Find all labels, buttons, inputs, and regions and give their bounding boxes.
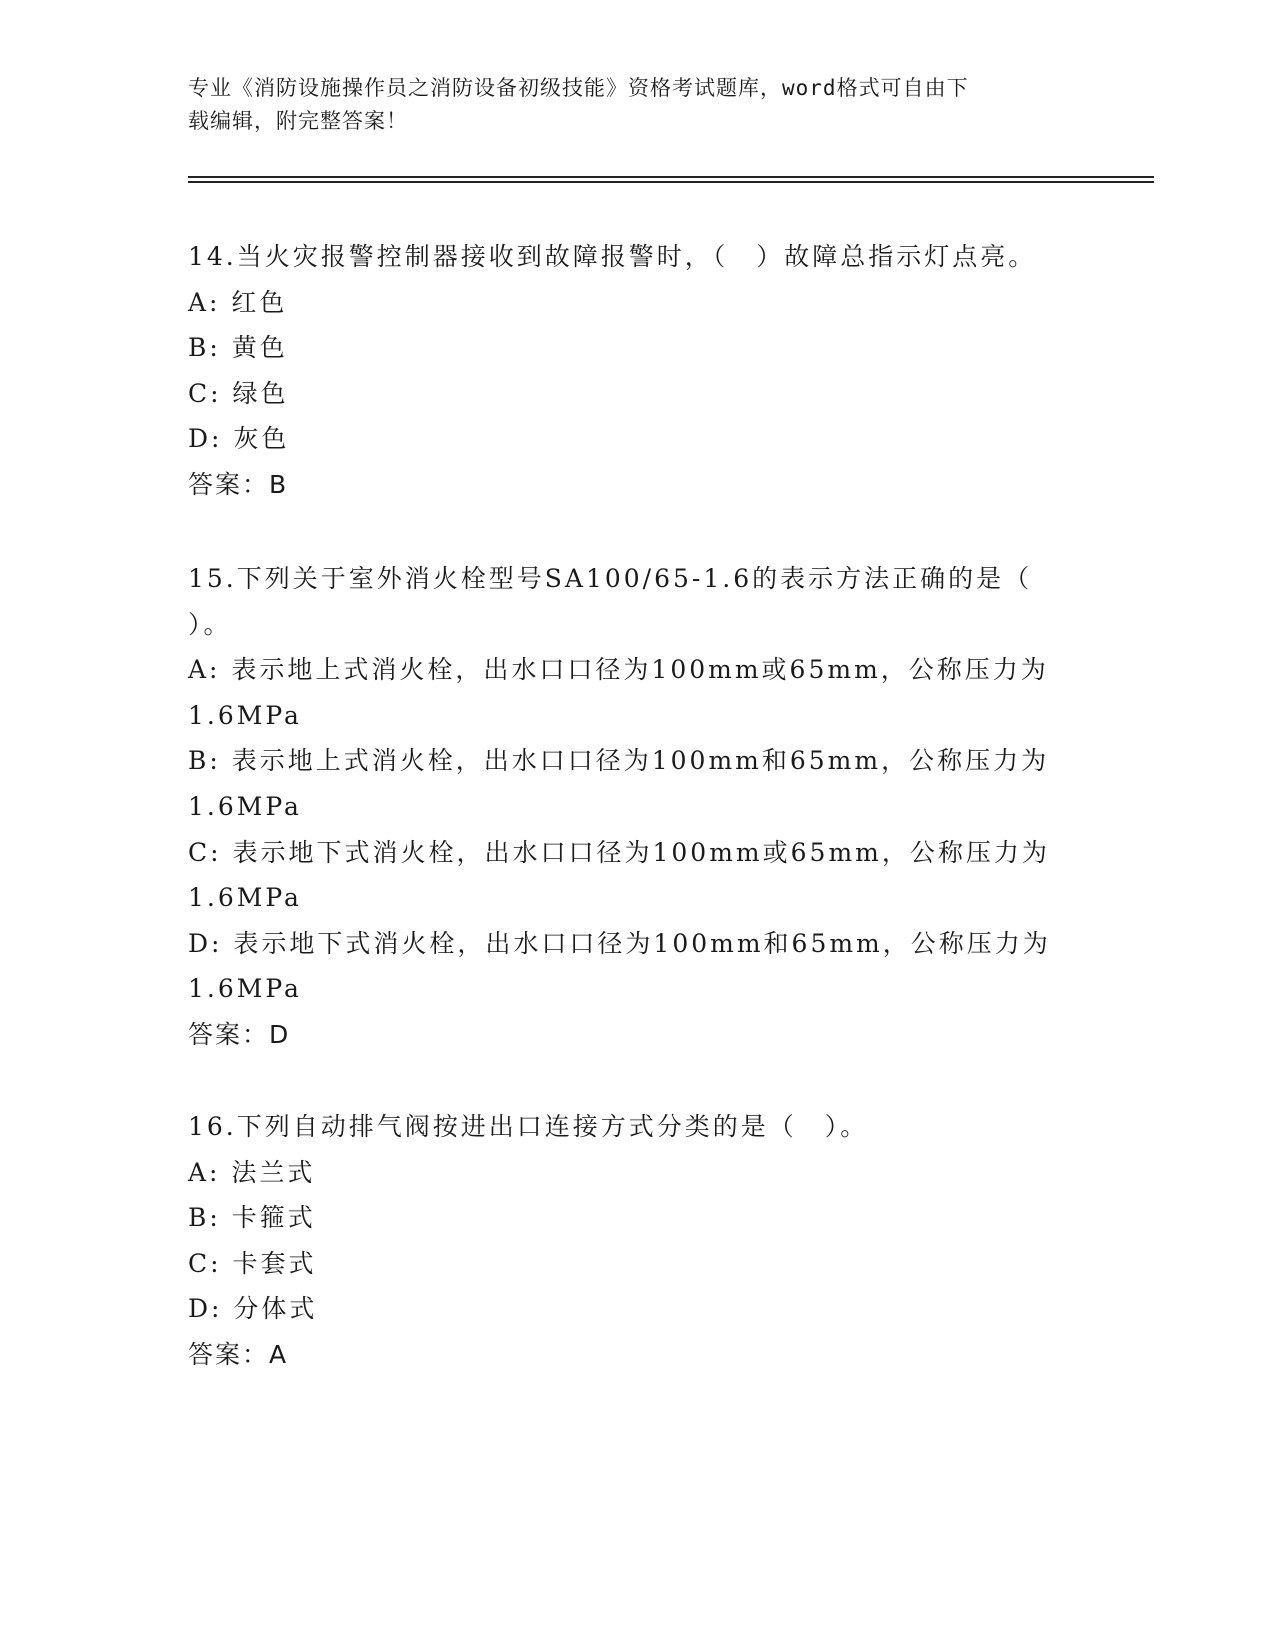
option-a: A: 表示地上式消火栓，出水口口径为100mm或65mm，公称压力为 [188,655,1049,685]
answer: 答案：A [188,1339,289,1369]
question-stem: 15.下列关于室外消火栓型号SA100/65-1.6的表示方法正确的是（ [188,564,1033,593]
option-c: C: 卡套式 [188,1248,317,1278]
question-15 [188,556,1088,1058]
option-d: D: 表示地下式消火栓，出水口口径为100mm和65mm，公称压力为 [188,928,1051,958]
question-stem: 16.下列自动排气阀按进出口连接方式分类的是（ ）。 [188,1112,869,1141]
option-d: D: 分体式 [188,1294,318,1324]
option-d-continued: 1.6MPa [188,974,302,1004]
question-16 [188,1104,1088,1378]
header-line-2: 载编辑，附完整答案！ [188,109,408,133]
option-c: C: 绿色 [188,378,289,408]
header-line-1: 专业《消防设施操作员之消防设备初级技能》资格考试题库，word格式可自由下 [188,76,969,100]
document-header [188,72,1068,138]
answer: 答案：B [188,469,289,499]
option-d: D: 灰色 [188,424,290,454]
option-b: B: 表示地上式消火栓，出水口口径为100mm和65mm，公称压力为 [188,746,1050,776]
option-a: A: 红色 [188,287,288,317]
option-b-continued: 1.6MPa [188,791,302,821]
question-stem: 14.当火灾报警控制器接收到故障报警时，（ ）故障总指示灯点亮。 [188,242,1037,271]
question-14 [188,234,1088,508]
option-c: C: 表示地下式消火栓，出水口口径为100mm或65mm，公称压力为 [188,837,1050,867]
option-a-continued: 1.6MPa [188,700,302,730]
option-b: B: 黄色 [188,333,288,363]
question-stem-continued: ）。 [188,609,232,639]
answer: 答案：D [188,1019,291,1049]
header-divider-bottom [188,181,1154,183]
option-b: B: 卡箍式 [188,1203,316,1233]
option-a: A: 法兰式 [188,1157,316,1187]
option-c-continued: 1.6MPa [188,883,302,913]
header-divider-top [188,176,1154,178]
